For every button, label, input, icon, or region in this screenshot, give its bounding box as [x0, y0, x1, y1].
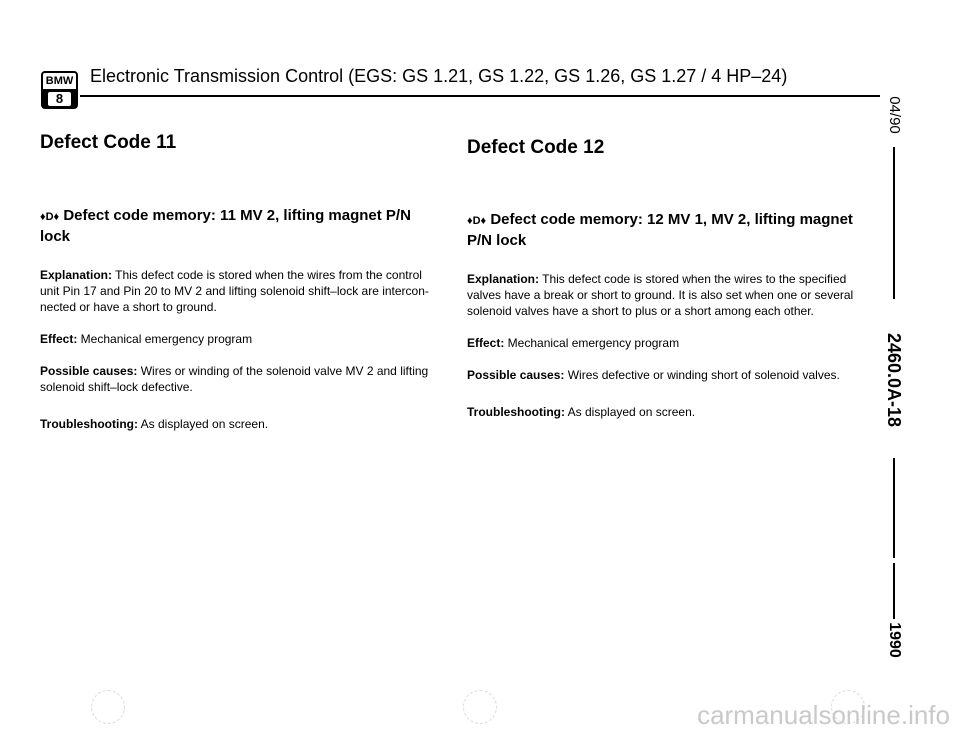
effect: [40, 331, 430, 347]
effect-text: Mechanical emergency program: [504, 336, 680, 350]
causes-label: Possible causes:: [467, 368, 565, 382]
causes-text: Wires or winding of the solenoid valve MV 2 and lifting solenoid shift–lock defective.: [40, 364, 429, 394]
memory-text: Defect code memory: 11 MV 2, lifting magnet P/N lock: [40, 207, 411, 245]
margin-date: 04/90: [886, 96, 903, 134]
explanation-label: Explanation:: [467, 272, 540, 286]
margin-line: [893, 563, 895, 619]
explanation-text: This defect code is stored when the wires from the control unit Pin 17 and Pin 20 to MV 2 and lifting solenoid shift–lock are intercon- nected or have a short to ground.: [40, 268, 429, 314]
effect-label: Effect:: [40, 332, 78, 346]
troubleshooting: [40, 416, 430, 432]
explanation: [467, 271, 857, 319]
causes-label: Possible causes:: [40, 364, 138, 378]
margin-line: [893, 147, 895, 299]
header-title: Electronic Transmission Control (EGS: GS 1.21, GS 1.22, GS 1.26, GS 1.27 / 4 HP–24): [90, 66, 788, 86]
effect-text: Mechanical emergency program: [77, 332, 253, 346]
memory-marker: ♦D♦: [40, 211, 60, 223]
defect-title: Defect Code 12: [467, 137, 605, 158]
troubleshooting-label: Troubleshooting:: [40, 417, 138, 431]
troubleshooting-text: As displayed on screen.: [138, 417, 269, 431]
defect-code-12-section: [467, 134, 857, 420]
defect-title: Defect Code 11: [40, 132, 177, 153]
memory-text: Defect code memory: 12 MV 1, MV 2, lifting magnet P/N lock: [467, 211, 853, 249]
effect-label: Effect:: [467, 336, 505, 350]
troubleshooting-label: Troubleshooting:: [467, 405, 565, 419]
binder-hole: [91, 690, 125, 724]
causes-text: Wires defective or winding short of solenoid valves.: [564, 368, 840, 382]
possible-causes: [40, 363, 430, 395]
header-rule: [80, 95, 880, 97]
logo-brand: BMW: [43, 73, 76, 91]
defect-code-11-section: [40, 129, 430, 432]
margin-line: [893, 458, 895, 558]
effect: [467, 335, 857, 351]
watermark: carmanualsonline.info: [697, 700, 950, 730]
explanation-text: This defect code is stored when the wires to the specified valves have a break or short to ground. It is also set when one or several solenoid valves have a short to plus or a short among each other.: [467, 272, 854, 318]
explanation: [40, 267, 430, 315]
margin-year: 1990: [886, 622, 903, 658]
explanation-label: Explanation:: [40, 268, 113, 282]
defect-memory: [467, 210, 857, 250]
margin-code: 2460.0A-18: [884, 332, 904, 428]
possible-causes: [467, 367, 857, 383]
troubleshooting: [467, 404, 857, 420]
memory-marker: ♦D♦: [467, 215, 487, 227]
bmw-logo: [41, 71, 78, 109]
defect-memory: [40, 206, 430, 246]
troubleshooting-text: As displayed on screen.: [565, 405, 696, 419]
logo-number: 8: [48, 92, 71, 106]
binder-hole: [463, 690, 497, 724]
